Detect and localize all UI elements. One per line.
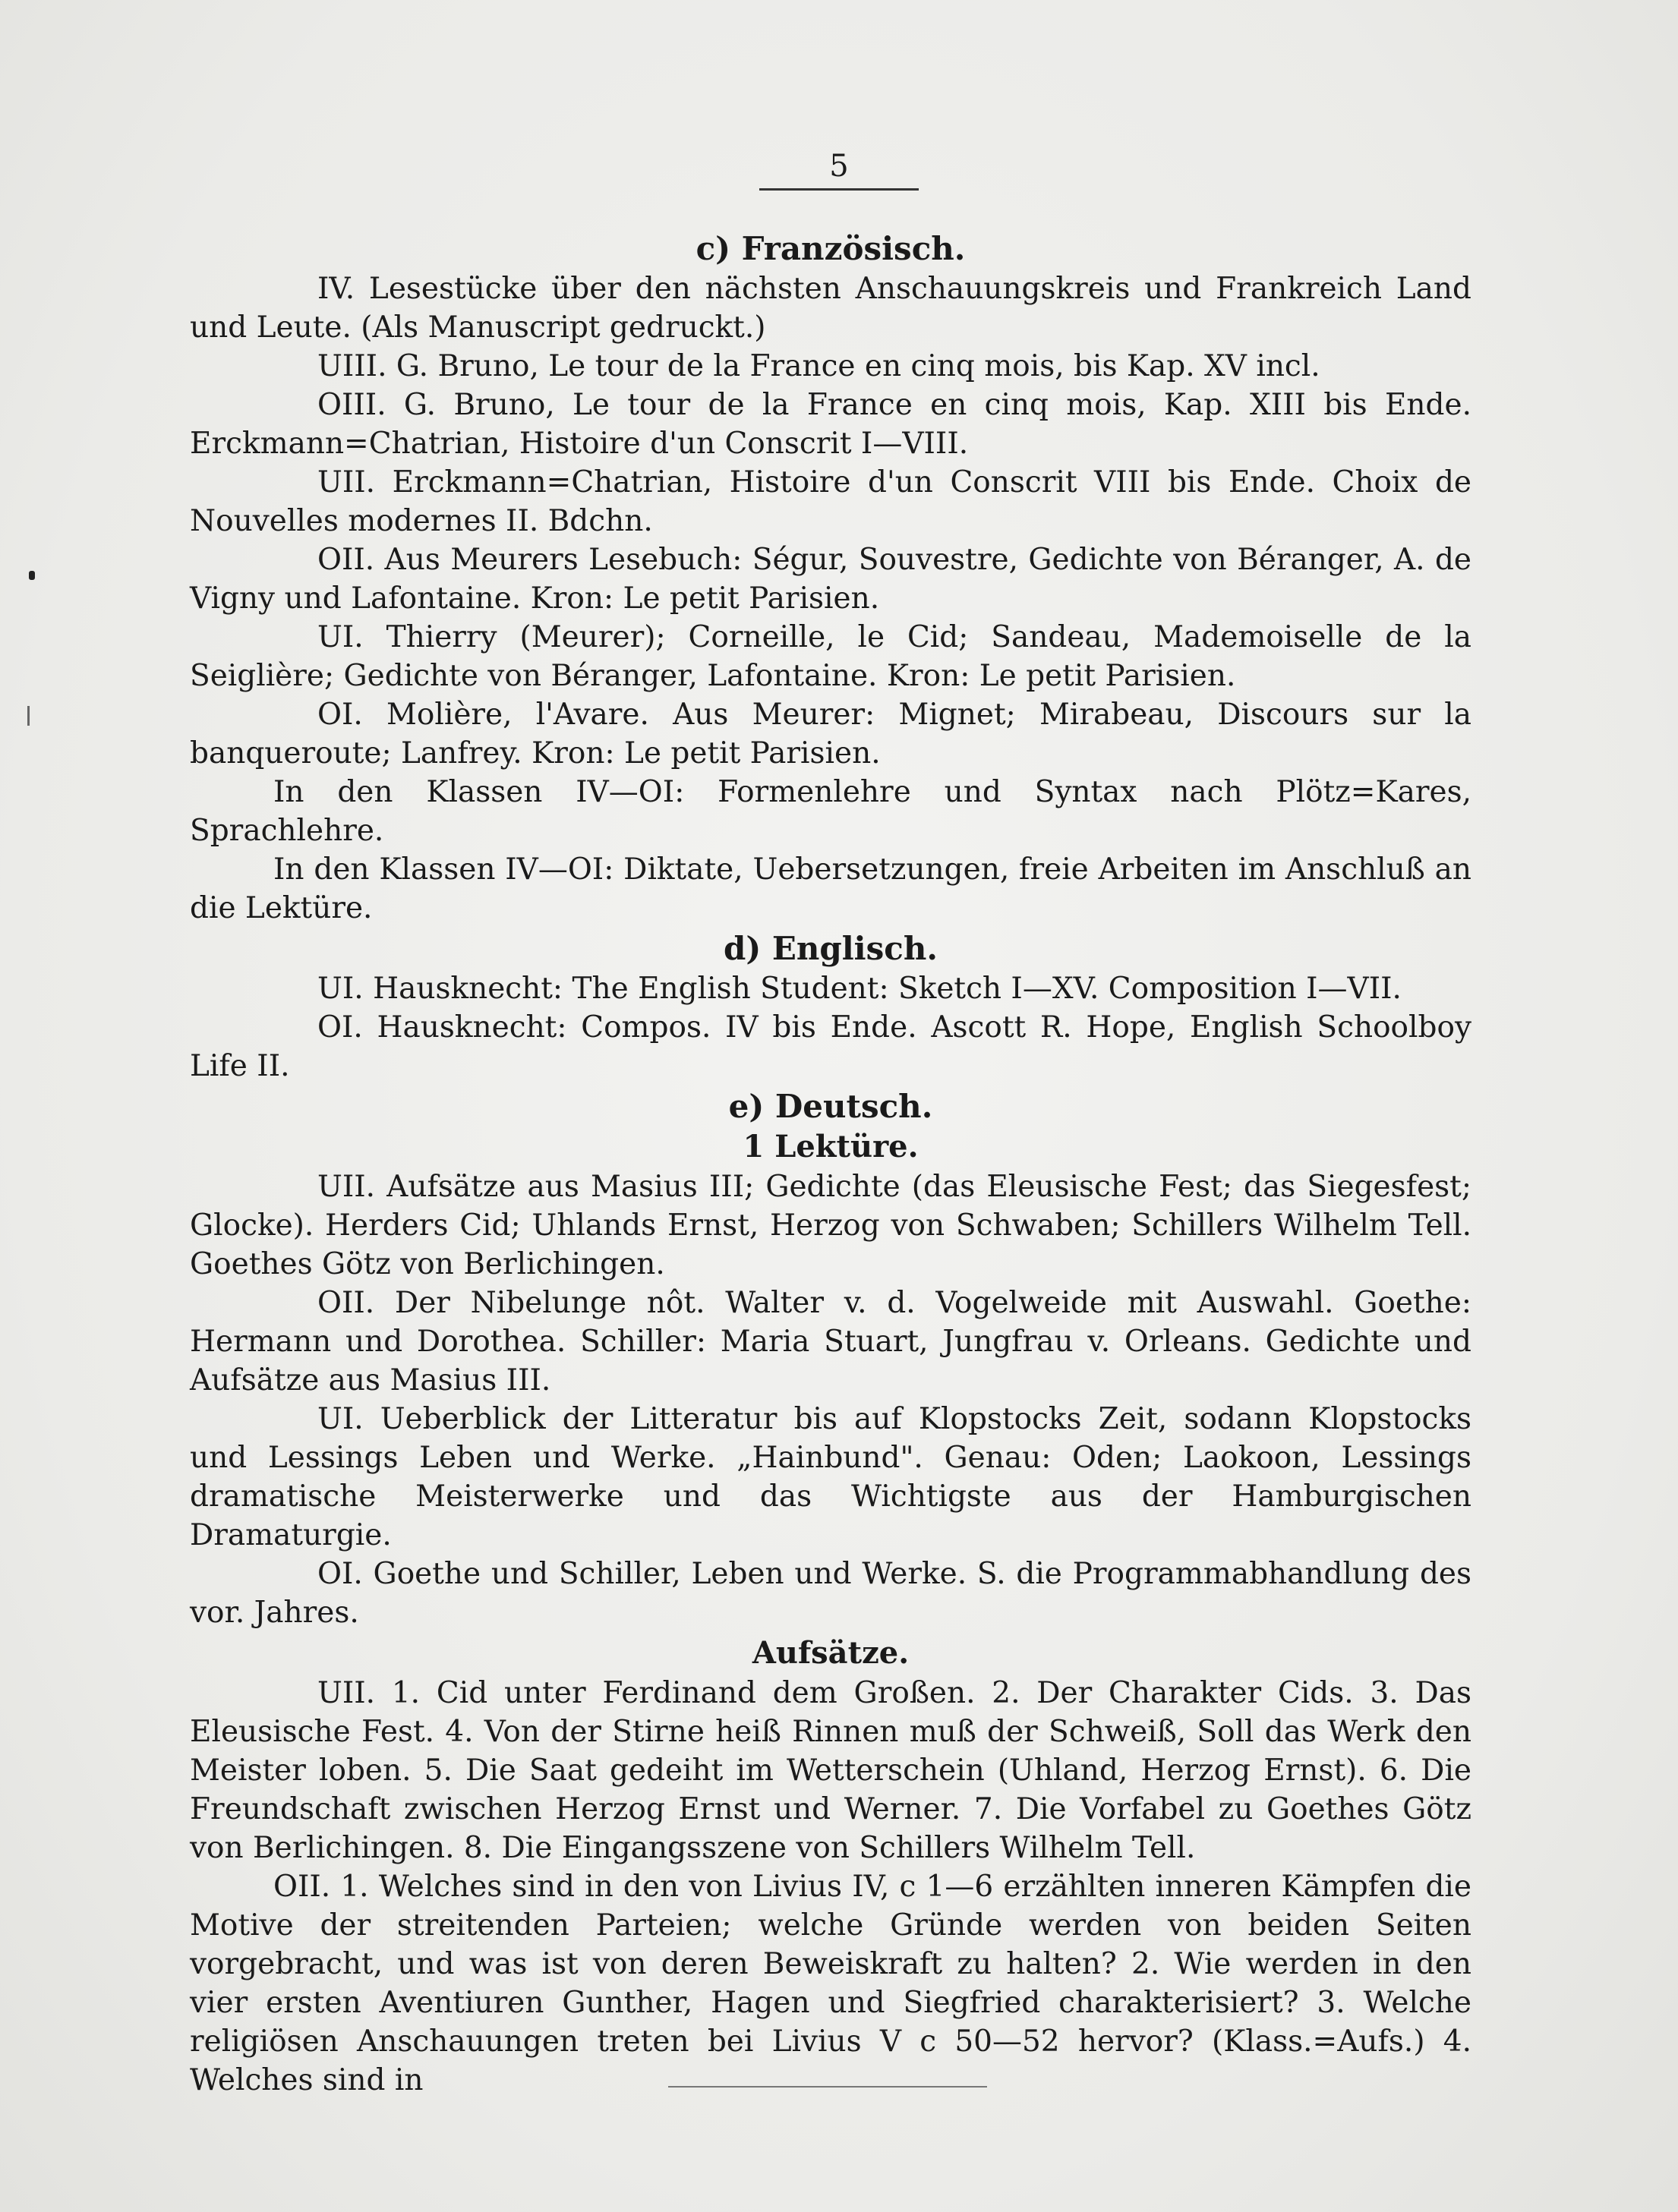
subheading-essays: Aufsätze. (752, 1635, 910, 1671)
paragraph: OI. Molière, l'Avare. Aus Meurer: Mignet; Mirabeau, Discours sur la banqueroute; Lanfrey. Kron: Le petit Parisien. (190, 698, 1471, 770)
paragraph: In den Klassen IV—OI: Formenlehre und Syntax nach Plötz=Kares, Sprachlehre. (190, 775, 1471, 848)
margin-mark (29, 571, 35, 580)
paragraph: UII. Aufsätze aus Masius III; Gedichte (das Eleusische Fest; das Siegesfest; Glocke). Herders Cid; Uhlands Ernst, Herzog von Schwaben; Schillers Wilhelm Tell. Goethes Götz von Berlichingen. (190, 1170, 1471, 1281)
page-number: 5 (829, 149, 849, 184)
subheading-reading: 1 Lektüre. (743, 1129, 919, 1164)
paragraph: OII. Der Nibelunge nôt. Walter v. d. Vogelweide mit Auswahl. Goethe: Hermann und Dorothea. Schiller: Maria Stuart, Jungfrau v. Orleans. Gedichte und Aufsätze aus Masius III. (190, 1286, 1471, 1397)
section-heading-english: d) Englisch. (723, 930, 938, 967)
paragraph: UI. Thierry (Meurer); Corneille, le Cid; Sandeau, Mademoiselle de la Seiglière; Gedichte von Béranger, Lafontaine. Kron: Le petit Parisien. (190, 620, 1471, 693)
paragraph: IV. Lesestücke über den nächsten Anschauungskreis und Frankreich Land und Leute. (Als Manuscript gedruckt.) (190, 272, 1471, 345)
header-rule (759, 188, 919, 191)
paragraph: OII. Aus Meurers Lesebuch: Ségur, Souvestre, Gedichte von Béranger, A. de Vigny und Lafontaine. Kron: Le petit Parisien. (190, 543, 1471, 616)
paragraph: UII. Erckmann=Chatrian, Histoire d'un Conscrit VIII bis Ende. Choix de Nouvelles modernes II. Bdchn. (190, 465, 1471, 538)
paragraph: UI. Ueberblick der Litteratur bis auf Klopstocks Zeit, sodann Klopstocks und Lessings Leben und Werke. „Hainbund". Genau: Oden; Laokoon, Lessings dramatische Meisterwerke und das Wichtigste aus der Hamburgischen Dramaturgie. (190, 1402, 1471, 1552)
paragraph: UIII. G. Bruno, Le tour de la France en cinq mois, bis Kap. XV incl. (317, 349, 1320, 383)
page-body (190, 228, 1471, 2100)
footer-rule (668, 2086, 987, 2088)
section-heading-french: c) Französisch. (695, 230, 966, 267)
margin-mark (27, 706, 30, 726)
paragraph: OII. 1. Welches sind in den von Livius IV, c 1—6 erzählten inneren Kämpfen die Motive der streitenden Parteien; welche Gründe werden von beiden Seiten vorgebracht, und was ist von deren Beweiskraft zu halten? 2. Wie werden in den vier ersten Aventiuren Gunther, Hagen und Siegfried charakterisiert? 3. Welche religiösen Anschauungen treten bei Livius V c 50—52 hervor? (Klass.=Aufs.) 4. Welches sind in (190, 1870, 1471, 2097)
paragraph: OI. Hausknecht: Compos. IV bis Ende. Ascott R. Hope, English Schoolboy Life II. (190, 1010, 1471, 1083)
paragraph: OI. Goethe und Schiller, Leben und Werke. S. die Programmabhandlung des vor. Jahres. (190, 1557, 1471, 1630)
paragraph: UI. Hausknecht: The English Student: Sketch I—XV. Composition I—VII. (317, 972, 1402, 1006)
paragraph: OIII. G. Bruno, Le tour de la France en cinq mois, Kap. XIII bis Ende. Erckmann=Chatrian, Histoire d'un Conscrit I—VIII. (190, 388, 1471, 461)
paragraph: UII. 1. Cid unter Ferdinand dem Großen. 2. Der Charakter Cids. 3. Das Eleusische Fest. 4. Von der Stirne heiß Rinnen muß der Schweiß, Soll das Werk den Meister loben. 5. Die Saat gedeiht im Wetterschein (Uhland, Herzog Ernst). 6. Die Freundschaft zwischen Herzog Ernst und Werner. 7. Die Vorfabel zu Goethes Götz von Berlichingen. 8. Die Eingangsszene von Schillers Wilhelm Tell. (190, 1676, 1471, 1865)
section-heading-german: e) Deutsch. (728, 1088, 933, 1125)
paragraph: In den Klassen IV—OI: Diktate, Uebersetzungen, freie Arbeiten im Anschluß an die Lektüre. (190, 852, 1471, 925)
